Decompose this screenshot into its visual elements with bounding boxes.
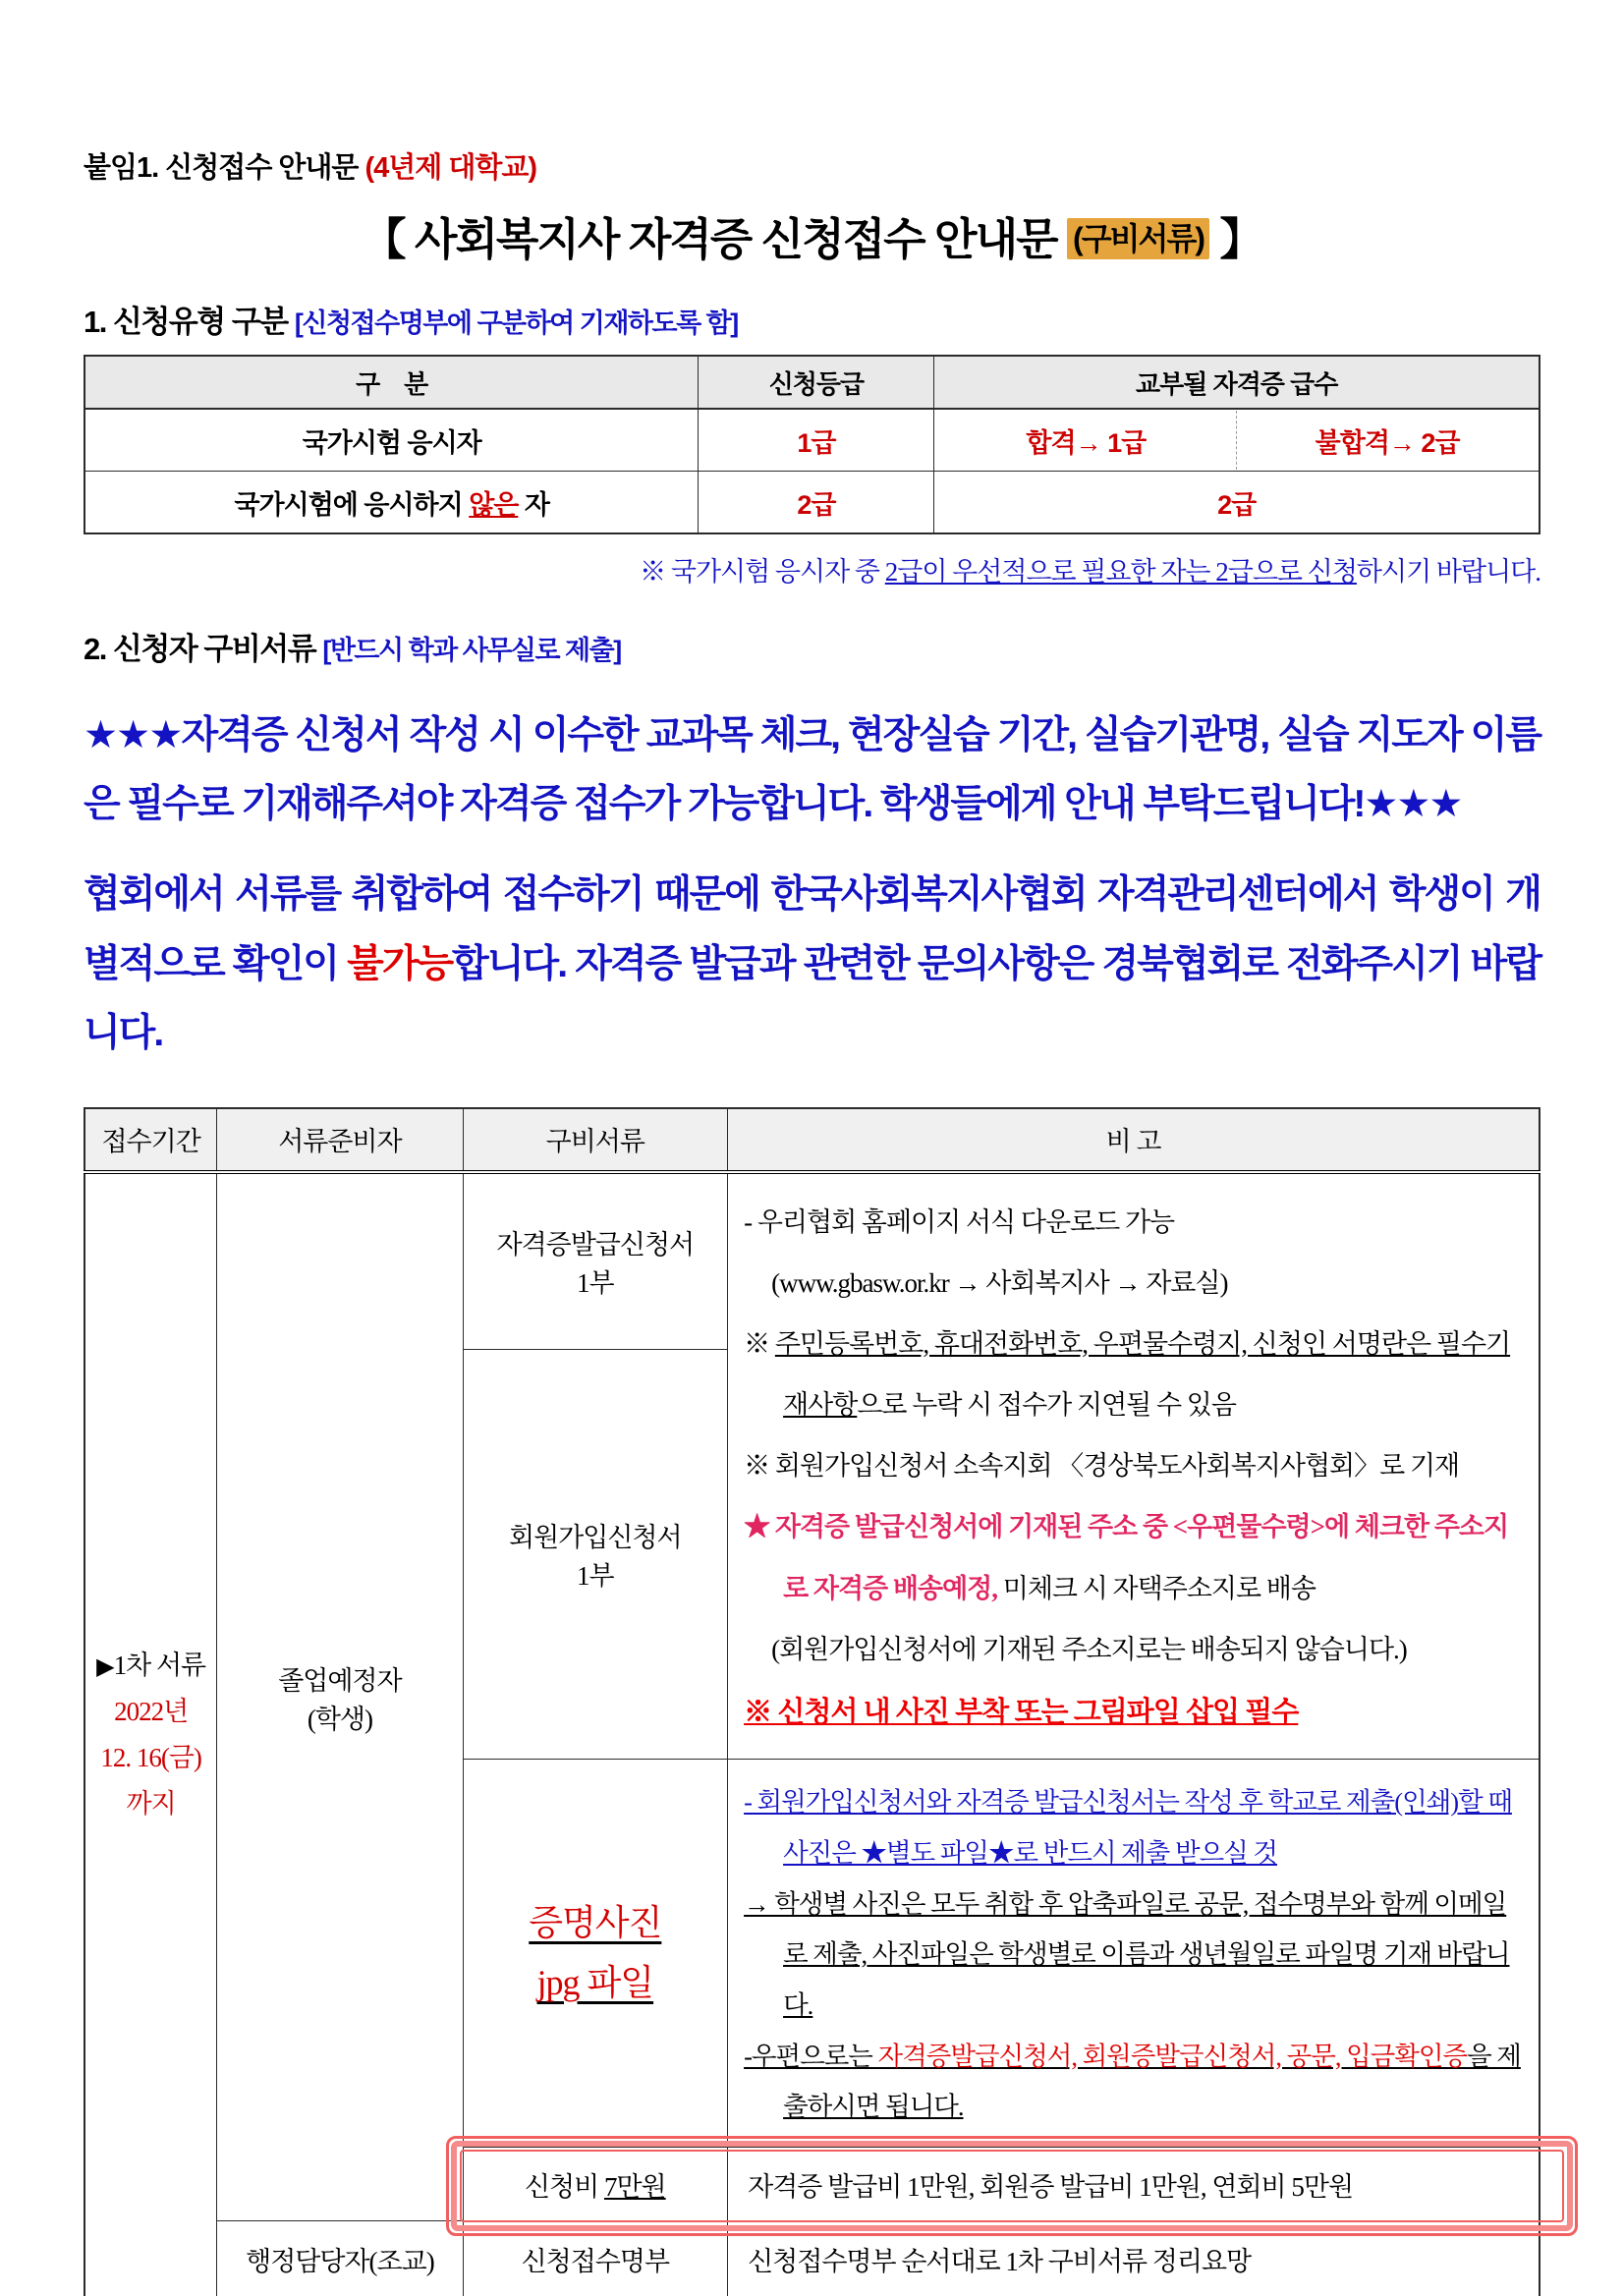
- doc-membership-form-name: 회원가입신청서: [509, 1523, 682, 1553]
- notice-courses: [84, 701, 1540, 839]
- documents-table: [84, 1107, 1540, 2296]
- cell-doc-cert-form: [463, 1172, 728, 1349]
- attachment-note: (4년제 대학교): [364, 152, 537, 184]
- doc-photo-line2: jpg 파일: [536, 1963, 654, 2003]
- cell-doc-roster: 신청접수명부: [463, 2221, 728, 2296]
- cell-non-examinee-issued: 2급: [934, 472, 1540, 534]
- table2-header-period: 접수기간: [84, 1108, 217, 1172]
- remark-mail-documents: -우편으로는 자격증발급신청서, 회원증발급신청서, 공문, 입금확인증을 제출하시면 됩니다.: [744, 2041, 1521, 2122]
- period-line1: ▶1차 서류: [96, 1650, 206, 1680]
- remark-branch: ※ 회원가입신청서 소속지회 〈경상북도사회복지사협회〉로 기재: [744, 1451, 1460, 1482]
- table1-header-row: [84, 356, 1540, 409]
- issued-fail: 불합격→ 2급: [1236, 411, 1538, 470]
- cell-examinee-division: 국가시험 응시자: [84, 409, 699, 472]
- title-bracket-open: 【: [362, 214, 415, 264]
- table2-row-roster: [84, 2221, 1540, 2296]
- table1-row-non-examinee: [84, 472, 1540, 534]
- section2-heading-text: 2. 신청자 구비서류: [84, 632, 323, 666]
- notice-association-post: 합니다. 자격증 발급과 관련한 문의사항은 경북협회로 전화주시기 바랍니다.: [84, 942, 1541, 1054]
- arrow-right-icon: ▶: [96, 1653, 114, 1680]
- doc-cert-form-count: 1부: [577, 1267, 614, 1298]
- attachment-label: 붙임1. 신청접수 안내문: [84, 152, 365, 184]
- title-highlight: (구비서류): [1067, 218, 1209, 259]
- remark-delivery: ★ 자격증 발급신청서에 기재된 주소 중 <우편물수령>에 체크한 주소지로 자격증 배송예정, 미체크 시 자택주소지로 배송: [744, 1512, 1509, 1603]
- title-bracket-close: 】: [1209, 214, 1262, 264]
- cell-fee: [463, 2148, 728, 2221]
- remark-zip-email: → 학생별 사진은 모두 취합 후 압축파일로 공문, 접수명부와 함께 이메일로 제출, 사진파일은 학생별로 이름과 생년월일로 파일명 기재 바랍니다.: [744, 1888, 1510, 2021]
- table2-header-documents: 구비서류: [463, 1108, 728, 1172]
- cell-remarks-forms: [728, 1172, 1540, 1760]
- remark-photo-required: ※ 신청서 내 사진 부착 또는 그림파일 삽입 필수: [744, 1696, 1299, 1728]
- section1-heading-note: [신청접수명부에 구분하여 기재하도록 함]: [294, 308, 738, 338]
- section1-heading: [84, 297, 1540, 341]
- issued-pass: 합격→ 1급: [1026, 427, 1147, 458]
- issued-split: [935, 411, 1538, 470]
- cell-period: [84, 1172, 217, 2296]
- table1-header-grade: 신청등급: [699, 356, 934, 409]
- non-examinee-post: 자: [518, 489, 549, 520]
- table2-header-row: [84, 1108, 1540, 1172]
- remark-website-path: (www.gbasw.or.kr → 사회복지사 → 자료실): [771, 1268, 1228, 1299]
- section2-heading: [84, 624, 1540, 668]
- application-type-table: [84, 355, 1540, 534]
- attachment-line: [84, 145, 1540, 186]
- cell-fee-breakdown: 자격증 발급비 1만원, 회원증 발급비 1만원, 연회비 5만원: [728, 2148, 1540, 2221]
- table2-row-cert-form: [84, 1172, 1540, 1349]
- period-line2: 2022년: [114, 1696, 189, 1726]
- table1-row-examinee: [84, 409, 1540, 472]
- remark-download: - 우리협회 홈페이지 서식 다운로드 가능: [744, 1206, 1175, 1237]
- footnote-underline: 2급이 우선적으로 필요한 자는 2급으로 신청: [884, 557, 1357, 587]
- notice-courses-text: ★★★자격증 신청서 작성 시 이수한 교과목 체크, 현장실습 기간, 실습기관명, 실습 지도자 이름은 필수로 기재해주셔야 자격증 접수가 가능합니다. 학생들에게 안내 부탁드립니다!★★★: [84, 714, 1540, 826]
- non-examinee-pre: 국가시험에 응시하지: [234, 489, 470, 520]
- section2-heading-note: [반드시 학과 사무실로 제출]: [322, 636, 621, 665]
- table1-header-division: 구 분: [84, 356, 699, 409]
- remark-submit-school: - 회원가입신청서와 자격증 발급신청서는 작성 후 학교로 제출(인쇄)할 때 사진은 ★별도 파일★로 반드시 제출 받으실 것: [744, 1787, 1512, 1869]
- title-main: 사회복지사 자격증 신청접수 안내문: [414, 214, 1068, 264]
- non-examinee-red: 않은: [469, 489, 519, 520]
- notice-association-impossible: 불가능: [347, 942, 453, 985]
- cell-preparer-admin: 행정담당자(조교): [217, 2221, 463, 2296]
- cell-roster-remark: 신청접수명부 순서대로 1차 구비서류 정리요망: [728, 2221, 1540, 2296]
- period-line3: 12. 16(금): [100, 1743, 201, 1772]
- cell-non-examinee-grade: 2급: [699, 472, 934, 534]
- table2-header-remarks: 비 고: [728, 1108, 1540, 1172]
- notice-association-pre: 협회에서 서류를 취합하여 접수하기 때문에 한국사회복지사협회 자격관리센터에서 학생이 개별적으로 확인이: [84, 873, 1540, 985]
- preparer-student-line2: (학생): [307, 1704, 372, 1734]
- fee-label: 신청비: [524, 2171, 604, 2202]
- page-title: [84, 203, 1540, 267]
- cell-examinee-grade: 1급: [699, 409, 934, 472]
- doc-cert-form-name: 자격증발급신청서: [496, 1229, 695, 1260]
- document-content: [84, 145, 1540, 2296]
- cell-doc-photo: [463, 1760, 728, 2148]
- fee-amount: 7만원: [603, 2171, 666, 2202]
- table1-header-issued: 교부될 자격증 급수: [934, 356, 1540, 409]
- cell-remarks-submission: [728, 1760, 1540, 2148]
- period-line4: 까지: [126, 1789, 176, 1820]
- section1-heading-text: 1. 신청유형 구분: [84, 305, 295, 339]
- doc-photo-line1: 증명사진: [529, 1903, 662, 1943]
- cell-non-examinee-division: [84, 472, 699, 534]
- notice-association: [84, 861, 1540, 1068]
- table2-header-preparer: 서류준비자: [217, 1108, 463, 1172]
- remark-no-delivery: (회원가입신청서에 기재된 주소지로는 배송되지 않습니다.): [771, 1634, 1407, 1664]
- cell-examinee-issued: [934, 409, 1540, 472]
- cell-doc-membership-form: [463, 1349, 728, 1760]
- footnote-pre: ※ 국가시험 응시자 중: [640, 557, 885, 587]
- preparer-student-line1: 졸업예정자: [278, 1665, 402, 1696]
- remark-required-fields: ※ 주민등록번호, 휴대전화번호, 우편물수령지, 신청인 서명란은 필수기재사항으로 누락 시 접수가 지연될 수 있음: [744, 1329, 1511, 1421]
- doc-membership-form-count: 1부: [577, 1561, 614, 1592]
- table1-footnote: [84, 550, 1540, 588]
- footnote-post: 하시기 바랍니다.: [1356, 557, 1540, 587]
- cell-preparer-student: [217, 1172, 463, 2221]
